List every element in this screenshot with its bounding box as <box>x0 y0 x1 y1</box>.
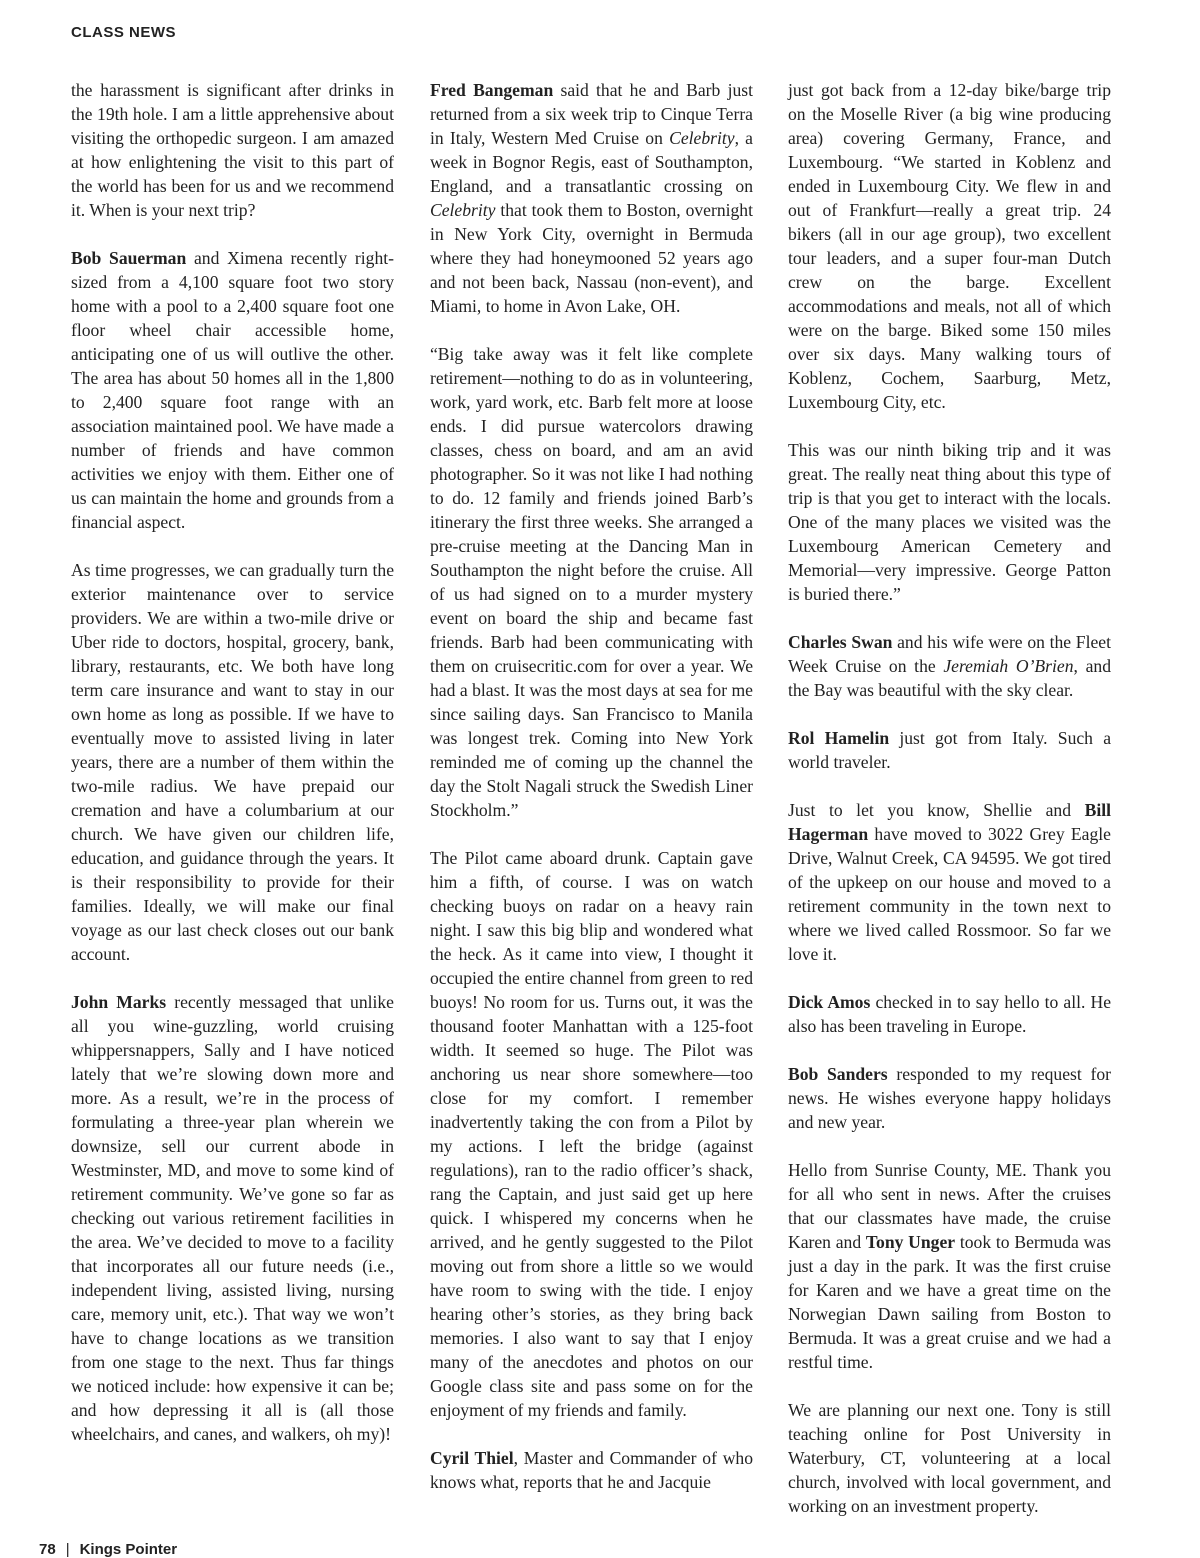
paragraph-text: just got from Italy. Such a world traveler. <box>788 728 1111 772</box>
paragraph <box>788 438 1111 606</box>
paragraph-text: responded to my request for news. He wishes everyone happy holidays and new year. <box>788 1064 1111 1132</box>
classmate-name: Bob Sanders <box>788 1064 888 1084</box>
publication-name: Kings Pointer <box>79 1541 178 1558</box>
paragraph <box>788 990 1111 1038</box>
paragraph <box>71 558 394 966</box>
paragraph <box>430 846 753 1422</box>
paragraph-text: just got back from a 12-day bike/barge trip on the Moselle River (a big wine producing area) covering Germany, France, and Luxembourg. “We started in Koblenz and ended in Luxembourg City. We flew in and out of Frankfurt—really a great trip. 24 bikers (all in our age group), two excellent tour leaders, and a super four-man Dutch crew on the barge. Excellent accommodations and meals, not all of which were on the barge. Biked some 150 miles over six days. Many walking tours of Koblenz, Cochem, Saarburg, Metz, Luxembourg City, etc. <box>788 80 1111 412</box>
paragraph-text: , a week in Bognor Regis, east of Southampton, England, and a transatlantic crossing on <box>430 128 753 196</box>
paragraph <box>430 342 753 822</box>
paragraph <box>788 726 1111 774</box>
paragraph <box>71 78 394 222</box>
paragraph-text: The Pilot came aboard drunk. Captain gave him a fifth, of course. I was on watch checking buoys on radar on a heavy rain night. I saw this big blip and wondered what the heck. As it came into view, I thought it occupied the entire channel from green to red buoys! No room for us. Turns out, it was the thousand footer Manhattan with a 125-foot width. It seemed so huge. The Pilot was anchoring us near shore somewhere—too close for my comfort. I remember inadvertently taking the con from a Pilot by my actions. I left the bridge (against regulations), ran to the radio officer’s shack, rang the Captain, and just said get up here quick. I whispered my concerns when he arrived, and he gently suggested to the Pilot moving out from shore a little so we would have room to swing with the tide. I enjoy hearing other’s stories, as they bring back memories. I also want to say that I enjoy many of the anecdotes and photos on our Google class site and pass some on for the enjoyment of my friends and family. <box>430 848 753 1420</box>
paragraph <box>788 1398 1111 1518</box>
paragraph-text: the harassment is significant after drinks in the 19th hole. I am a little apprehensive about visiting the orthopedic surgeon. I am amazed at how enlightening the visit to this part of the world has been for us and we recommend it. When is your next trip? <box>71 80 394 220</box>
paragraph-text: Just to let you know, Shellie and <box>788 800 1085 820</box>
classmate-name: Fred Bangeman <box>430 80 554 100</box>
paragraph-text: checked in to say hello to all. He also has been traveling in Europe. <box>788 992 1112 1036</box>
classmate-name: Rol Hamelin <box>788 728 890 748</box>
ship-name: Celebrity <box>430 200 496 220</box>
paragraph-text: As time progresses, we can gradually turn the exterior maintenance over to service providers. We are within a two-mile drive or Uber ride to doctors, hospital, grocery, bank, library, restaurants, etc. We both have long term care insurance and want to stay in our own home as long as possible. If we have to eventually move to assisted living in later years, there are a number of them within the two-mile radius. We have prepaid our cremation and have a columbarium at our church. We have given our children life, education, and guidance through the years. It is their responsibility to provide for their families. Ideally, we will make our final voyage as our last check closes out our bank account. <box>71 560 394 964</box>
paragraph <box>788 1062 1111 1134</box>
paragraph-text: took to Bermuda was just a day in the park. It was the first cruise for Karen and we have a great time on the Norwegian Dawn sailing from Boston to Bermuda. It was a great cruise and we had a restful time. <box>788 1232 1111 1372</box>
page-number: 78 <box>39 1541 56 1558</box>
column-1 <box>71 78 394 1446</box>
ship-name: Celebrity <box>669 128 735 148</box>
paragraph-text: and Ximena recently right-sized from a 4,100 square foot two story home with a pool to a 2,400 square foot one floor wheel chair accessible home, anticipating one of us will outlive the other. The area has about 50 homes all in the 1,800 to 2,400 square foot range with an association maintained pool. We have made a number of friends and have common activities we enjoy with them. Either one of us can maintain the home and grounds from a financial aspect. <box>71 248 394 532</box>
classmate-name: Bob Sauerman <box>71 248 187 268</box>
paragraph-text: have moved to 3022 Grey Eagle Drive, Walnut Creek, CA 94595. We got tired of the upkeep on our house and moved to a retirement community in the town next to where we lived called Rossmoor. So far we love it. <box>788 824 1111 964</box>
paragraph-text: “Big take away was it felt like complete retirement—nothing to do as in volunteering, work, yard work, etc. Barb felt more at loose ends. I did pursue watercolors drawing classes, chess on board, and am an avid photographer. So it was not like I had nothing to do. 12 family and friends joined Barb’s itinerary the first three weeks. She arranged a pre-cruise meeting at the Dancing Man in Southampton the night before the cruise. All of us had signed on to a murder mystery event on board the ship and became fast friends. Barb had been communicating with them on cruisecritic.com for over a year. We had a blast. It was the most days at sea for me since sailing days. San Francisco to Manila was longest trek. Coming into New York reminded me of coming up the channel the day the Stolt Nagali struck the Swedish Liner Stockholm.” <box>430 344 753 820</box>
ship-name: Jeremiah O’Brien <box>943 656 1074 676</box>
paragraph-text: recently messaged that unlike all you wine-guzzling, world cruising whippersnappers, Sally and I have noticed lately that we’re slowing down more and more. As a result, we’re in the process of formulating a three-year plan wherein we downsize, sell our current abode in Westminster, MD, and move to some kind of retirement community. We’ve gone so far as checking out various retirement facilities in the area. We’ve decided to move to a facility that incorporates all our future needs (i.e., independent living, assisted living, nursing care, memory unit, etc.). That way we won’t have to change locations as we transition from one stage to the next. Thus far things we noticed include: how expensive it can be; and how depressing it all is (all those wheelchairs, and canes, and walkers, oh my)! <box>71 992 394 1444</box>
paragraph-text: , and the Bay was beautiful with the sky clear. <box>788 656 1112 700</box>
section-label: CLASS NEWS <box>71 24 177 41</box>
paragraph-text: and his wife were on the Fleet Week Cruise on the <box>788 632 1111 676</box>
page-footer <box>39 1541 177 1558</box>
paragraph <box>430 1446 753 1494</box>
classmate-name: Tony Unger <box>865 1232 956 1252</box>
classmate-name: Bill Hagerman <box>788 800 1111 844</box>
paragraph-text: that took them to Boston, overnight in New York City, overnight in Bermuda where they had honeymooned 52 years ago and not been back, Nassau (non-event), and Miami, to home in Avon Lake, OH. <box>430 200 753 316</box>
footer-separator: | <box>65 1541 70 1558</box>
classmate-name: Charles Swan <box>788 632 893 652</box>
paragraph-text: We are planning our next one. Tony is still teaching online for Post University in Waterbury, CT, volunteering at a local church, involved with local government, and working on an investment property. <box>788 1400 1111 1516</box>
column-2 <box>430 78 753 1494</box>
paragraph <box>788 78 1111 414</box>
paragraph <box>788 630 1111 702</box>
paragraph-text: This was our ninth biking trip and it was great. The really neat thing about this type of trip is that you get to interact with the locals. One of the many places we visited was the Luxembourg American Cemetery and Memorial—very impressive. George Patton is buried there.” <box>788 440 1111 604</box>
classmate-name: John Marks <box>71 992 167 1012</box>
classmate-name: Dick Amos <box>788 992 871 1012</box>
paragraph <box>71 990 394 1446</box>
paragraph <box>788 1158 1111 1374</box>
paragraph-text: said that he and Barb just returned from a six week trip to Cinque Terra in Italy, Western Med Cruise on <box>430 80 753 148</box>
paragraph <box>788 798 1111 966</box>
paragraph-text: Hello from Sunrise County, ME. Thank you for all who sent in news. After the cruises that our classmates have made, the cruise Karen and <box>788 1160 1111 1252</box>
paragraph-text: , Master and Commander of who knows what, reports that he and Jacquie <box>430 1448 754 1492</box>
classmate-name: Cyril Thiel <box>430 1448 514 1468</box>
paragraph <box>430 78 753 318</box>
paragraph <box>71 246 394 534</box>
column-3 <box>788 78 1111 1518</box>
